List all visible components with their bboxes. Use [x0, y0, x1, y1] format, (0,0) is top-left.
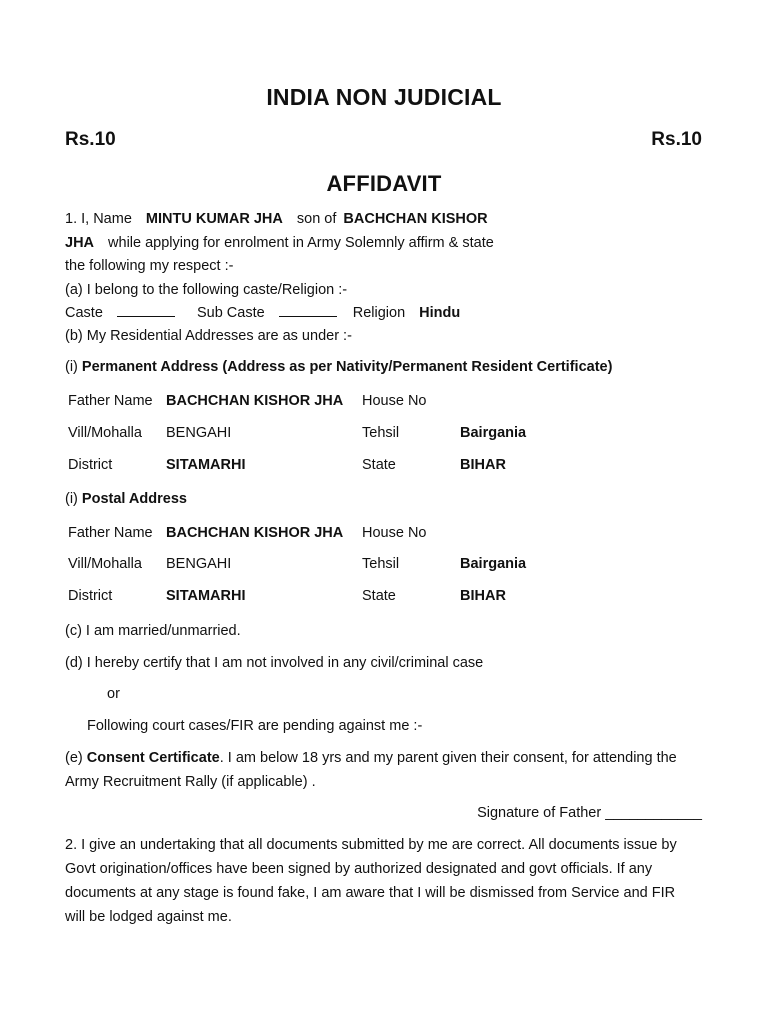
postal-tehsil-value: Bairgania	[460, 556, 527, 572]
perm-district-label: District	[68, 457, 113, 473]
caste-line	[65, 304, 460, 321]
caste-heading: (a) I belong to the following caste/Religion :-	[65, 282, 348, 298]
postal-address-title: Postal Address	[81, 491, 187, 507]
perm-vill-label: Vill/Mohalla	[68, 425, 142, 441]
father-signature-line: Signature of Father ____________	[477, 805, 702, 821]
subcaste-label: Sub Caste	[196, 305, 265, 321]
stamp-value-left: Rs.10	[65, 129, 116, 150]
undertaking-line-2: Govt origination/offices have been signed by authorized designated and govt officials. If any	[65, 861, 653, 877]
postal-state-value: BIHAR	[460, 588, 506, 604]
intro-line-3: the following my respect :-	[65, 258, 234, 274]
postal-vill-value: BENGAHI	[166, 556, 232, 572]
perm-father-value: BACHCHAN KISHOR JHA	[166, 393, 344, 409]
applicant-name: MINTU KUMAR JHA	[145, 211, 283, 227]
postal-father-value: BACHCHAN KISHOR JHA	[166, 525, 344, 541]
intro-purpose: while applying for enrolment in Army Solemnly affirm & state	[108, 235, 494, 251]
postal-tehsil-label: Tehsil	[362, 556, 400, 572]
clause-or: or	[107, 686, 120, 702]
postal-address-prefix: (i)	[65, 491, 78, 507]
perm-state-value: BIHAR	[460, 457, 506, 473]
court-cases-line: Following court cases/FIR are pending against me :-	[87, 718, 423, 734]
perm-tehsil-label: Tehsil	[362, 425, 400, 441]
postal-vill-label: Vill/Mohalla	[68, 556, 142, 572]
undertaking-line-1: 2. I give an undertaking that all documents submitted by me are correct. All documents issue by	[65, 837, 677, 853]
clause-d: (d) I hereby certify that I am not involved in any civil/criminal case	[65, 655, 484, 671]
intro-line-2	[65, 235, 494, 251]
son-of-label: son of	[296, 211, 337, 227]
perm-father-label: Father Name	[68, 393, 153, 409]
permanent-address-heading	[65, 359, 612, 375]
consent-certificate-title: Consent Certificate	[86, 750, 220, 766]
caste-label: Caste	[65, 305, 103, 321]
postal-state-label: State	[362, 588, 396, 604]
postal-address-heading	[65, 491, 187, 507]
undertaking-line-4: will be lodged against me.	[65, 909, 232, 925]
consent-line-1: . I am below 18 yrs and my parent given their consent, for attending the	[219, 750, 677, 766]
undertaking-line-3: documents at any stage is found fake, I am aware that I will be dismissed from Service and FIR	[65, 885, 676, 901]
perm-house-label: House No	[362, 393, 427, 409]
religion-label: Religion	[352, 305, 406, 321]
subcaste-blank	[279, 304, 337, 317]
page-title: INDIA NON JUDICIAL	[266, 84, 502, 110]
clause-e-prefix: (e)	[65, 750, 83, 766]
perm-tehsil-value: Bairgania	[460, 425, 527, 441]
postal-father-label: Father Name	[68, 525, 153, 541]
caste-blank	[117, 304, 175, 317]
postal-district-label: District	[68, 588, 113, 604]
addresses-heading: (b) My Residential Addresses are as under :-	[65, 328, 352, 344]
document-title: AFFIDAVIT	[326, 171, 442, 196]
father-name-part-2: JHA	[65, 235, 95, 251]
father-name-part-1: BACHCHAN KISHOR	[343, 211, 488, 227]
perm-district-value: SITAMARHI	[166, 457, 246, 473]
undertaking-paragraph	[65, 833, 705, 929]
religion-value: Hindu	[419, 305, 461, 321]
intro-prefix: 1. I, Name	[65, 211, 132, 227]
permanent-address-prefix: (i)	[65, 359, 78, 375]
intro-line-1	[65, 211, 488, 227]
clause-c: (c) I am married/unmarried.	[65, 623, 241, 639]
perm-vill-value: BENGAHI	[166, 425, 232, 441]
postal-house-label: House No	[362, 525, 427, 541]
stamp-value-right: Rs.10	[651, 129, 702, 150]
perm-state-label: State	[362, 457, 396, 473]
postal-district-value: SITAMARHI	[166, 588, 246, 604]
permanent-address-title: Permanent Address (Address as per Nativity/Permanent Resident Certificate)	[81, 359, 613, 375]
consent-paragraph	[65, 746, 705, 794]
consent-line-2: Army Recruitment Rally (if applicable) .	[65, 774, 316, 790]
